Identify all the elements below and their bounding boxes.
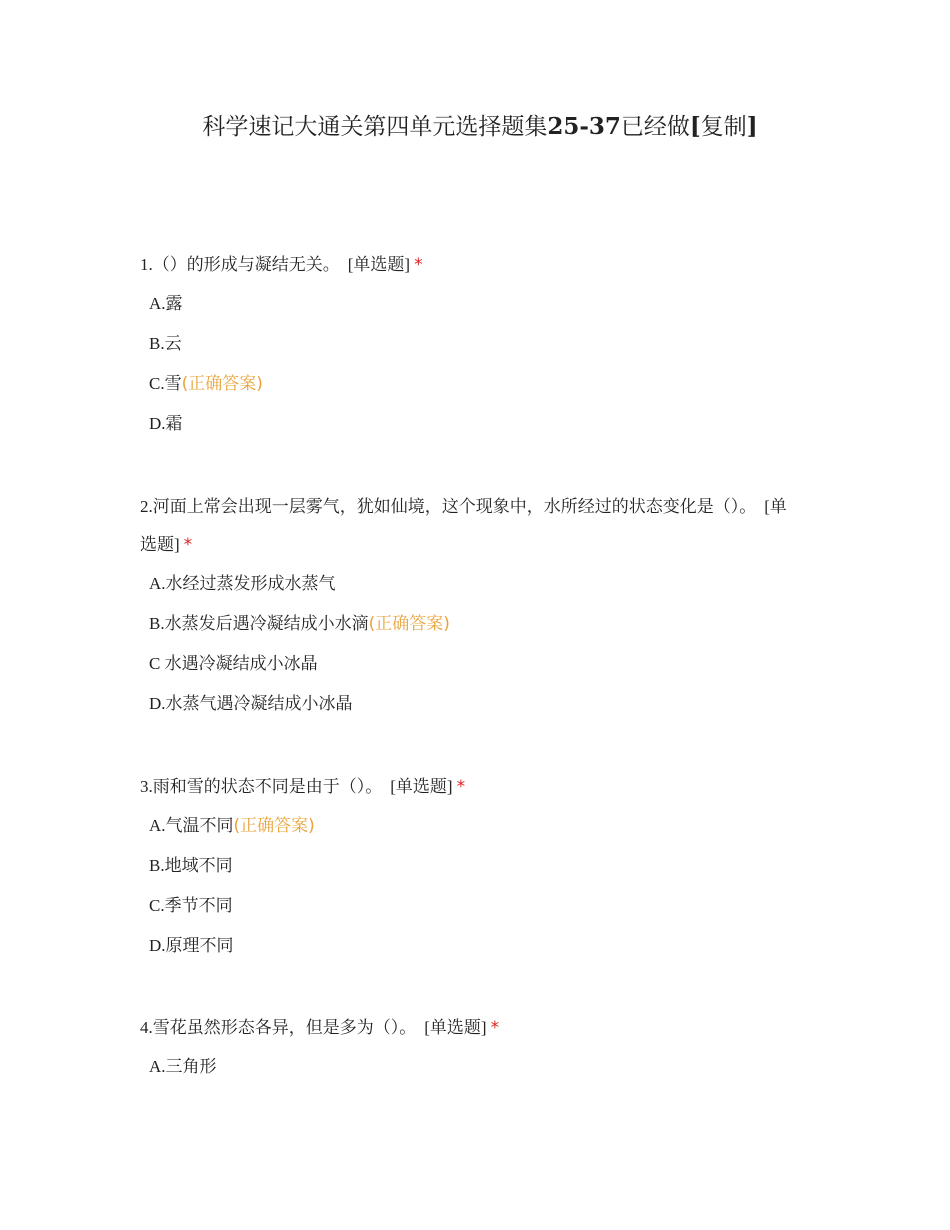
title-part-3: 已经做 <box>620 114 690 140</box>
title-part-5: 复制 <box>700 114 747 140</box>
question-number: 4. <box>140 1018 153 1037</box>
question-1 <box>140 246 790 444</box>
options-list <box>140 564 790 724</box>
question-text <box>140 1009 790 1047</box>
option-text: 云 <box>164 334 182 354</box>
option-letter: B. <box>149 856 165 875</box>
required-mark: * <box>414 255 423 275</box>
option-text: 原理不同 <box>165 936 234 956</box>
question-type-label: [单选题] <box>390 777 453 796</box>
option-d <box>149 684 790 724</box>
option-letter: B. <box>149 334 165 353</box>
question-type-label: [单选题] <box>424 1018 487 1037</box>
question-text <box>140 768 790 806</box>
question-text <box>140 246 790 284</box>
option-letter: C <box>149 654 165 673</box>
required-mark: * <box>490 1018 500 1038</box>
option-letter: D. <box>149 414 166 433</box>
option-text: 霜 <box>165 414 183 434</box>
option-d <box>149 404 790 444</box>
option-b <box>149 846 790 886</box>
option-text: 地域不同 <box>164 856 233 876</box>
option-a <box>149 284 790 324</box>
question-number: 1. <box>140 255 153 274</box>
option-letter: A. <box>149 1057 166 1076</box>
question-stem: 雪花虽然形态各异，但是多为（）。 <box>152 1018 417 1038</box>
option-letter: A. <box>149 816 166 835</box>
option-letter: C. <box>149 374 165 393</box>
option-letter: A. <box>149 574 166 593</box>
option-text: 季节不同 <box>164 896 233 916</box>
title-part-2: 25-37 <box>547 113 621 140</box>
option-b <box>149 604 790 644</box>
required-mark: * <box>183 535 193 555</box>
option-c <box>149 364 790 404</box>
question-text <box>140 488 790 564</box>
question-stem: 河面上常会出现一层雾气，犹如仙境，这个现象中，水所经过的状态变化是（）。 <box>152 497 757 517</box>
correct-answer-label: (正确答案) <box>368 614 450 634</box>
option-b <box>149 324 790 364</box>
question-number: 3. <box>140 777 153 796</box>
option-text: 水经过蒸发形成水蒸气 <box>165 574 336 594</box>
option-letter: A. <box>149 294 166 313</box>
option-text: 雪 <box>164 374 182 394</box>
option-letter: C. <box>149 896 165 915</box>
option-text: 露 <box>165 294 183 314</box>
option-text: 气温不同 <box>165 816 234 836</box>
required-mark: * <box>456 777 466 797</box>
correct-answer-label: (正确答案) <box>181 374 263 394</box>
question-stem: （）的形成与凝结无关。 <box>152 255 340 275</box>
question-2 <box>140 488 790 724</box>
title-part-4: [ <box>689 113 701 140</box>
option-letter: D. <box>149 936 166 955</box>
option-text: 三角形 <box>165 1057 217 1077</box>
option-c <box>149 886 790 926</box>
question-type-label: [单选题] <box>347 255 411 274</box>
option-c <box>149 644 790 684</box>
option-text: 水蒸发后遇冷凝结成小水滴 <box>164 614 369 634</box>
question-number: 2. <box>140 497 153 516</box>
options-list <box>140 1047 790 1087</box>
question-stem: 雨和雪的状态不同是由于（）。 <box>152 777 383 797</box>
option-letter: B. <box>149 614 165 633</box>
option-text: 水蒸气遇冷凝结成小冰晶 <box>165 694 353 714</box>
options-list <box>140 806 790 966</box>
option-letter: D. <box>149 694 166 713</box>
option-d <box>149 926 790 966</box>
title-part-6: ] <box>746 113 758 140</box>
options-list <box>140 284 790 444</box>
correct-answer-label: (正确答案) <box>233 816 315 836</box>
question-4 <box>140 1009 790 1087</box>
question-type-label: [单选题] <box>140 497 787 554</box>
question-3 <box>140 768 790 966</box>
page-title <box>0 110 950 144</box>
title-part-1: 科学速记大通关第四单元选择题集 <box>202 114 548 140</box>
option-a <box>149 564 790 604</box>
option-a <box>149 806 790 846</box>
option-a <box>149 1047 790 1087</box>
option-text: 水遇冷凝结成小冰晶 <box>164 654 318 674</box>
